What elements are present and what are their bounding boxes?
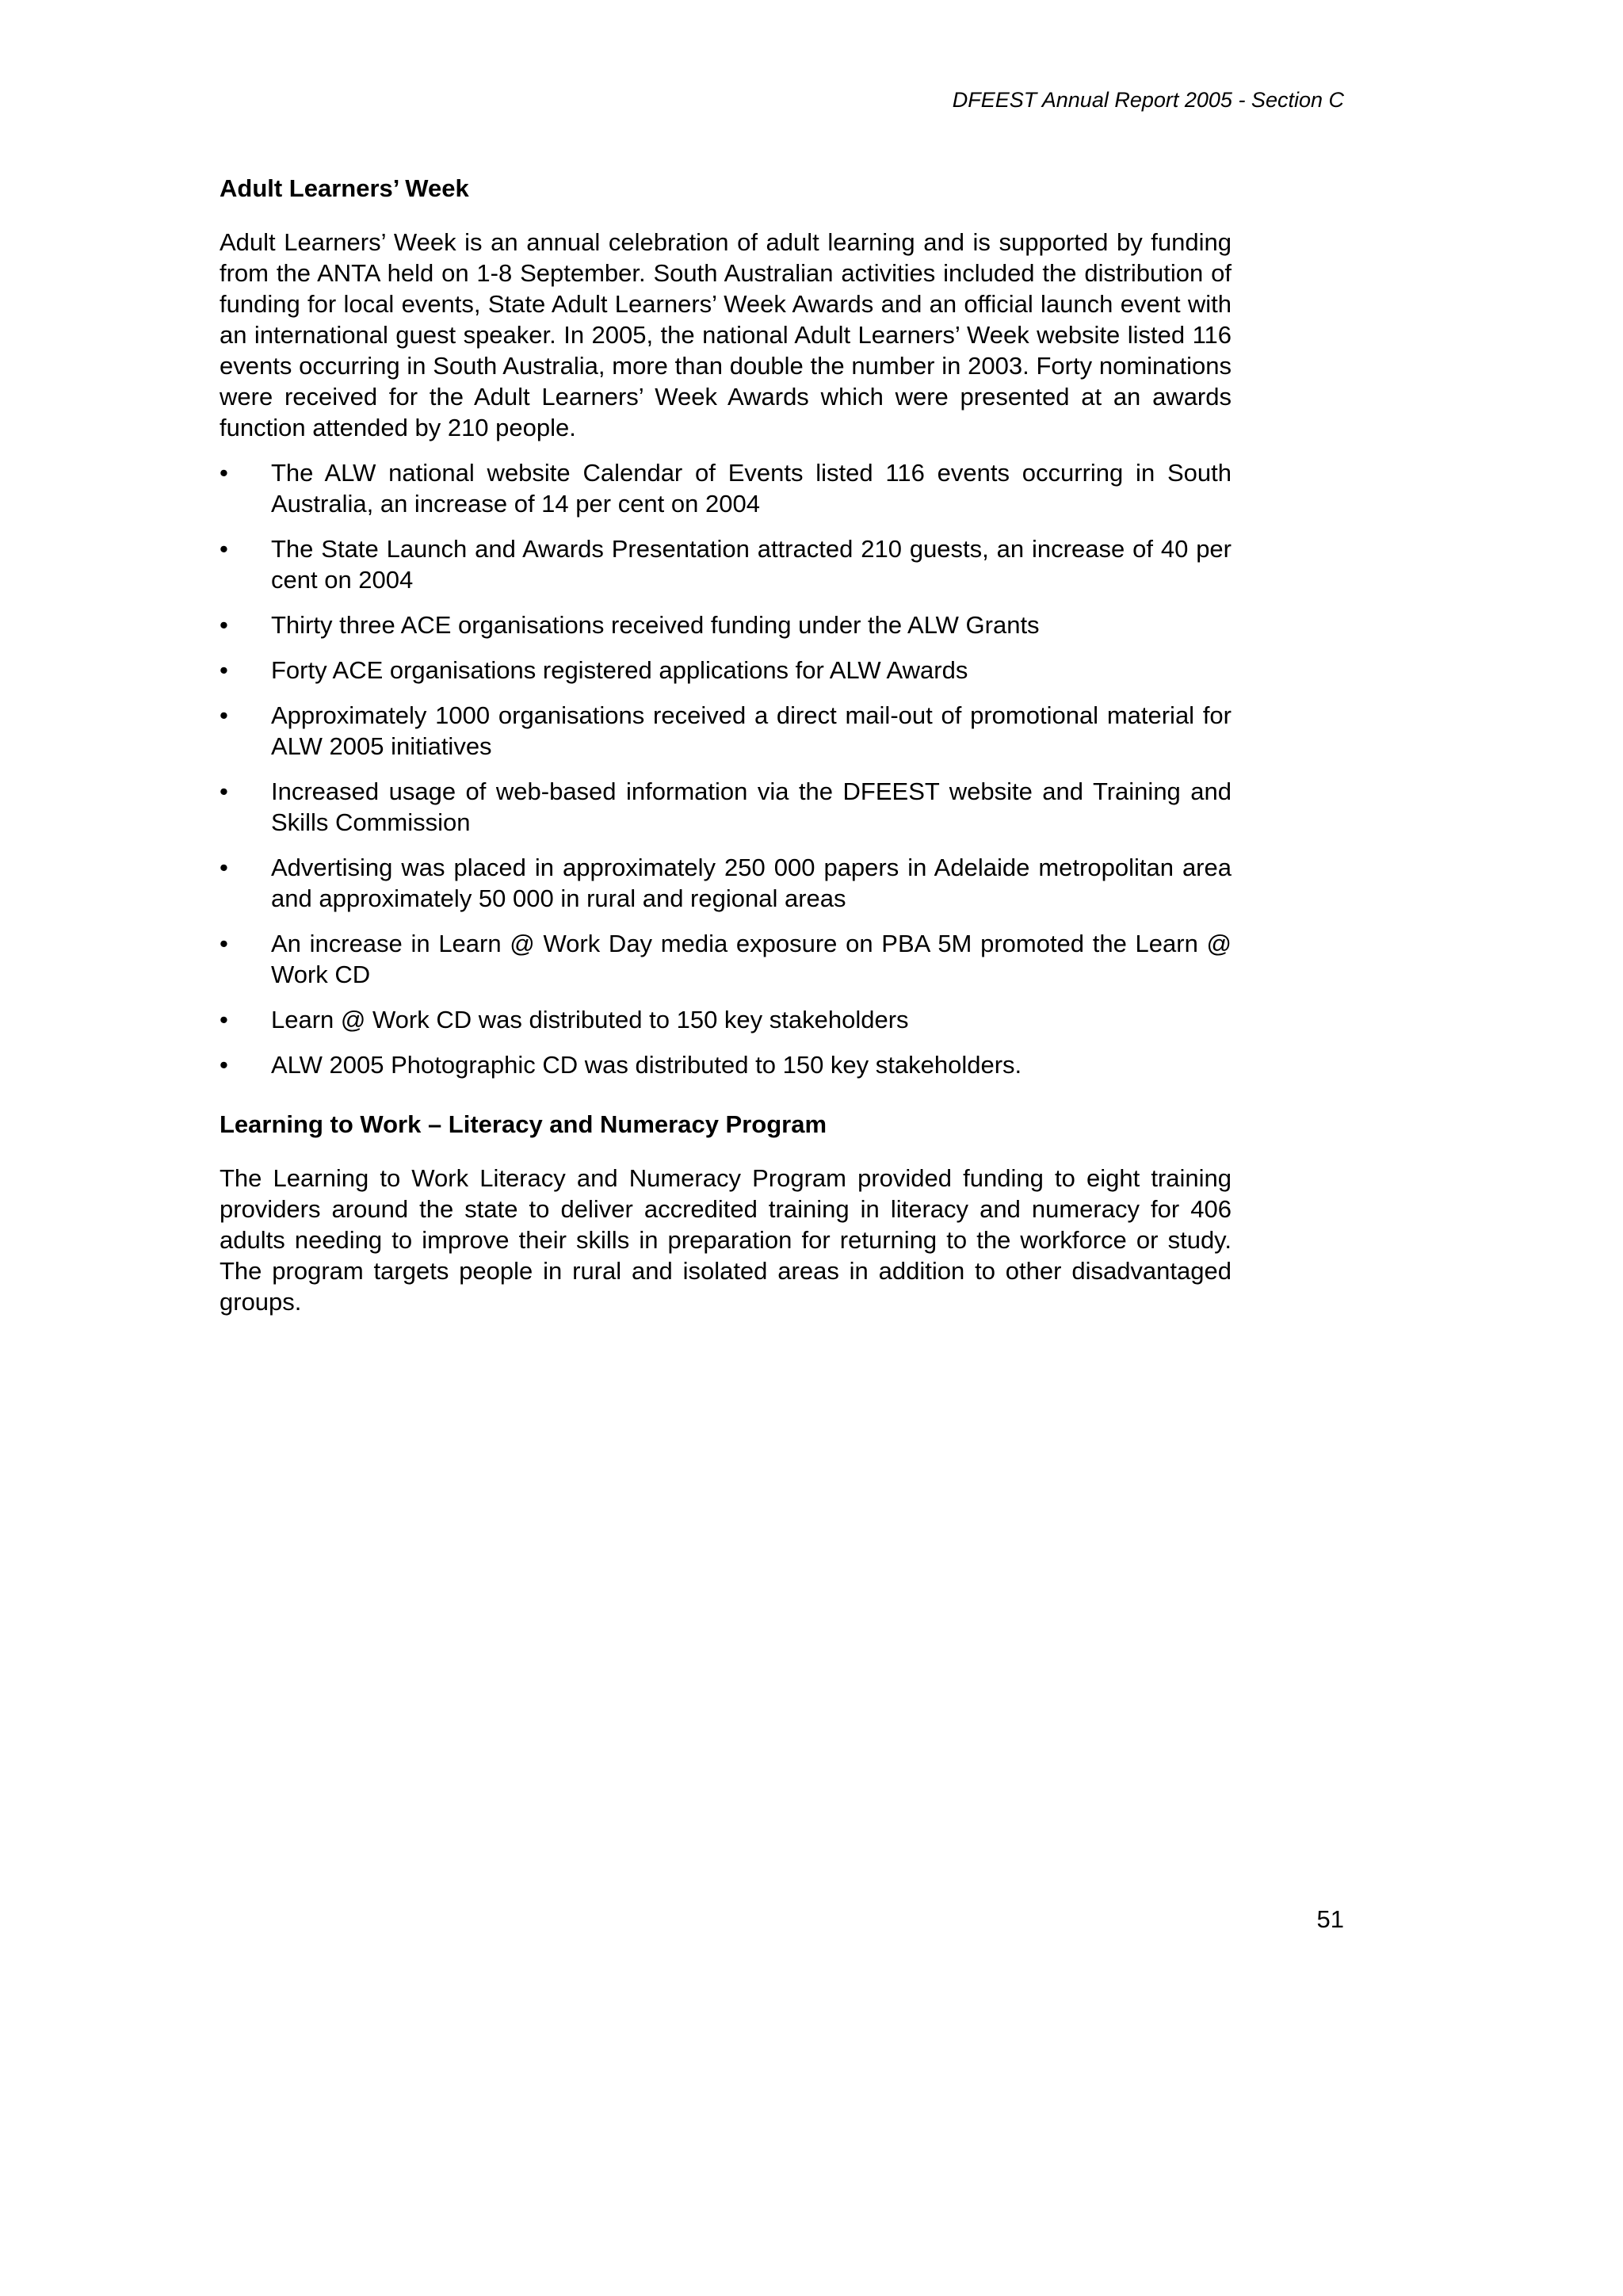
list-item [220, 928, 1232, 990]
list-item-text: Thirty three ACE organisations received funding under the ALW Grants [271, 611, 1040, 639]
list-item-text: The State Launch and Awards Presentation attracted 210 guests, an increase of 40 per cent on 2004 [271, 535, 1232, 594]
list-item-text: Forty ACE organisations registered applications for ALW Awards [271, 656, 968, 684]
list-item [220, 655, 1232, 686]
body-paragraph: Adult Learners’ Week is an annual celebration of adult learning and is supported by funding from the ANTA held on 1-8 September. South Australian activities included the distribution of funding for local events, State Adult Learners’ Week Awards and an official launch event with an international guest speaker. In 2005, the national Adult Learners’ Week website listed 116 events occurring in South Australia, more than double the number in 2003. Forty nominations were received for the Adult Learners’ Week Awards which were presented at an awards function attended by 210 people. [220, 228, 1232, 441]
bullet-icon: • [220, 535, 228, 563]
list-item-text: Increased usage of web-based information via the DFEEST website and Training and Skills Commission [271, 777, 1232, 836]
list-item [220, 457, 1232, 519]
list-item [220, 1049, 1232, 1080]
bullet-icon: • [220, 777, 228, 805]
list-item [220, 533, 1232, 595]
list-item-text: Advertising was placed in approximately 250 000 papers in Adelaide metropolitan area and approximately 50 000 in rural and regional areas [271, 854, 1232, 912]
section-heading-adult-learners-week: Adult Learners’ Week [220, 174, 469, 202]
list-item-text: Learn @ Work CD was distributed to 150 key stakeholders [271, 1006, 909, 1033]
list-item-text: An increase in Learn @ Work Day media exposure on PBA 5M promoted the Learn @ Work CD [271, 930, 1232, 988]
page-content [220, 173, 1232, 1331]
bullet-icon: • [220, 1051, 228, 1079]
bullet-list [220, 457, 1232, 1080]
list-item [220, 852, 1232, 914]
bullet-icon: • [220, 854, 228, 881]
bullet-icon: • [220, 656, 228, 684]
page-number: 51 [1316, 1905, 1344, 1933]
body-paragraph: The Learning to Work Literacy and Numeracy Program provided funding to eight training providers around the state to deliver accredited training in literacy and numeracy for 406 adults needing to improve their skills in preparation for returning to the workforce or study. The program targets people in rural and isolated areas in addition to other disadvantaged groups. [220, 1164, 1232, 1316]
bullet-icon: • [220, 701, 228, 729]
bullet-icon: • [220, 611, 228, 639]
list-item [220, 700, 1232, 762]
section-heading-learning-to-work: Learning to Work – Literacy and Numeracy Program [220, 1110, 827, 1138]
list-item-text: ALW 2005 Photographic CD was distributed to 150 key stakeholders. [271, 1051, 1022, 1079]
list-item-text: The ALW national website Calendar of Events listed 116 events occurring in South Australia, an increase of 14 per cent on 2004 [271, 459, 1232, 518]
list-item-text: Approximately 1000 organisations received a direct mail-out of promotional material for ALW 2005 initiatives [271, 701, 1232, 760]
bullet-icon: • [220, 459, 228, 487]
list-item [220, 609, 1232, 640]
bullet-icon: • [220, 1006, 228, 1033]
running-header: DFEEST Annual Report 2005 - Section C [952, 88, 1344, 112]
list-item [220, 1004, 1232, 1035]
bullet-icon: • [220, 930, 228, 957]
list-item [220, 776, 1232, 838]
